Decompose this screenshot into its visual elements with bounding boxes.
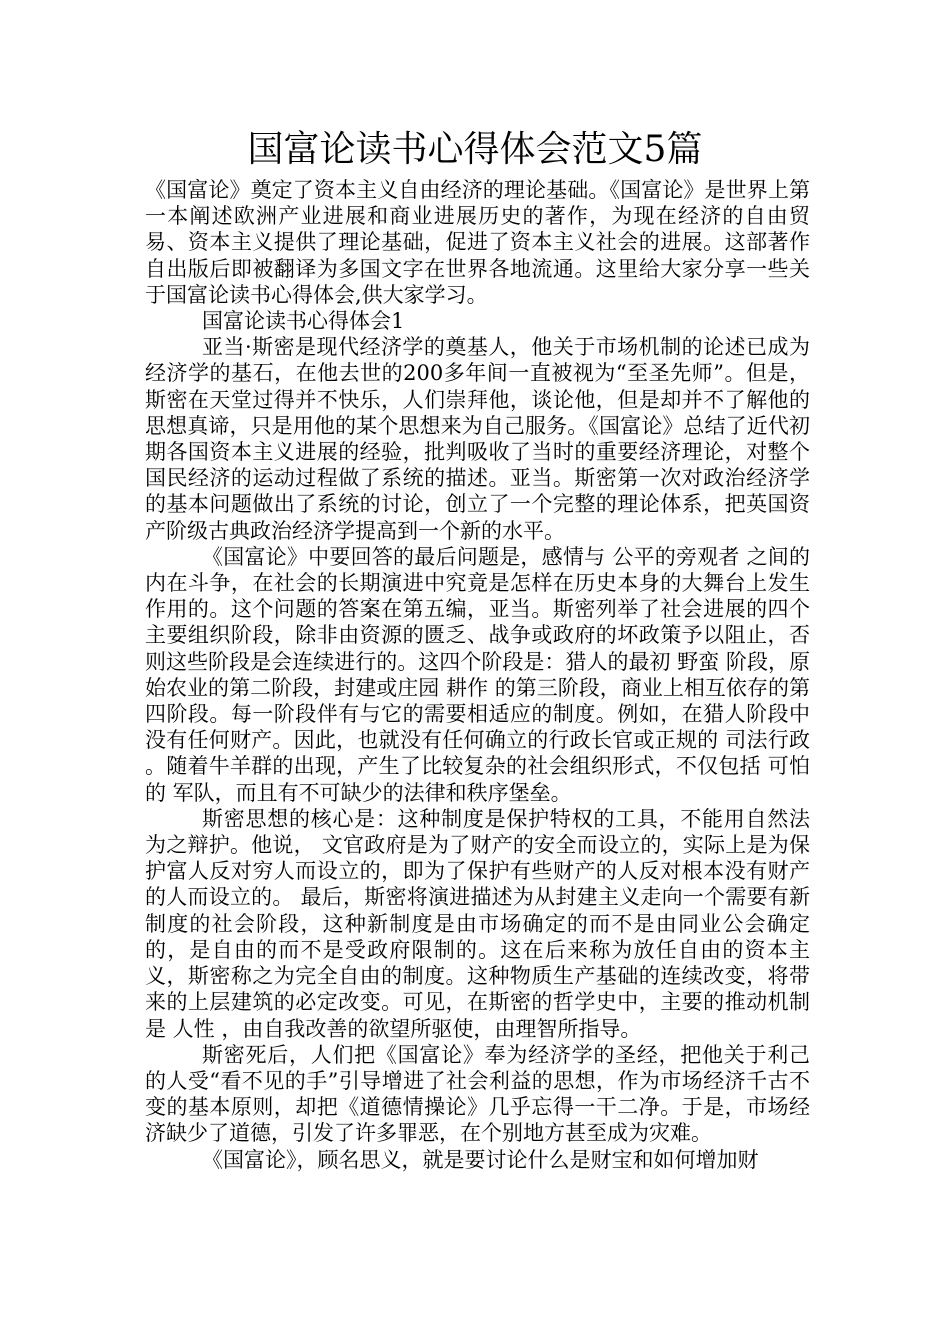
body-paragraph: 《国富论》中要回答的最后问题是，感情与 公平的旁观者 之间的内在斗争，在社会的长期演进中究竟是怎样在历史本身的大舞台上发生作用的。这个问题的答案在第五编，亚当。斯密列举了社会进展的四个主要组织阶段，除非由资源的匮乏、战争或政府的坏政策予以阻止，否则这些阶段是会连续进行的。这四个阶段是：猎人的最初 野蛮 阶段，原始农业的第二阶段，封建或庄园 耕作 的第三阶段，商业上相互依存的第四阶段。每一阶段伴有与它的需要相适应的制度。例如，在猎人阶段中 没有任何财产。因此，也就没有任何确立的行政长官或正规的 司法行政 。随着牛羊群的出现，产生了比较复杂的社会组织形式，不仅包括 可怕的 军队，而且有不可缺少的法律和秩序堡垒。 bbox=[145, 544, 810, 805]
body-paragraph: 斯密思想的核心是：这种制度是保护特权的工具，不能用自然法为之辩护。他说， 文官政府是为了财产的安全而设立的，实际上是为保护富人反对穷人而设立的，即为了保护有些财产的人反对根本没有财产的人而设立的。 最后，斯密将演进描述为从封建主义走向一个需要有新制度的社会阶段，这种新制度是由市场确定的而不是由同业公会确定的，是自由的而不是受政府限制的。这在后来称为放任自由的资本主义，斯密称之为完全自由的制度。这种物质生产基础的连续改变，将带来的上层建筑的必定改变。可见，在斯密的哲学史中，主要的推动机制是 人性 ，由自我改善的欲望所驱使，由理智所指导。 bbox=[145, 806, 810, 1041]
body-paragraph: 亚当·斯密是现代经济学的奠基人，他关于市场机制的论述已成为经济学的基石，在他去世的200多年间一直被视为“至圣先师”。但是，斯密在天堂过得并不快乐，人们崇拜他，谈论他，但是却并不了解他的思想真谛，只是用他的某个思想来为自己服务。《国富论》总结了近代初期各国资本主义进展的经验，批判吸收了当时的重要经济理论，对整个国民经济的运动过程做了系统的描述。亚当。斯密第一次对政治经济学的基本问题做出了系统的讨论，创立了一个完整的理论体系，把英国资产阶级古典政治经济学提高到一个新的水平。 bbox=[145, 335, 810, 543]
section-heading: 国富论读书心得体会1 bbox=[202, 309, 405, 334]
intro-paragraph: 《国富论》奠定了资本主义自由经济的理论基础。《国富论》是世界上第一本阐述欧洲产业进展和商业进展历史的著作，为现在经济的自由贸易、资本主义提供了理论基础，促进了资本主义社会的进展。这部著作自出版后即被翻译为多国文字在世界各地流通。这里给大家分享一些关于国富论读书心得体会,供大家学习。 bbox=[145, 178, 810, 307]
body-paragraph: 斯密死后，人们把《国富论》奉为经济学的圣经，把他关于利己的人受“看不见的手”引导增进了社会利益的思想，作为市场经济千古不变的基本原则，却把《道德情操论》几乎忘得一干二净。于是，市场经济缺少了道德，引发了许多罪恶，在个别地方甚至成为灾难。 bbox=[145, 1042, 810, 1146]
document-title: 国富论读书心得体会范文5篇 bbox=[247, 129, 703, 170]
document-body bbox=[145, 177, 810, 1173]
body-paragraph: 《国富论》，顾名思义，就是要讨论什么是财宝和如何增加财 bbox=[202, 1147, 759, 1172]
